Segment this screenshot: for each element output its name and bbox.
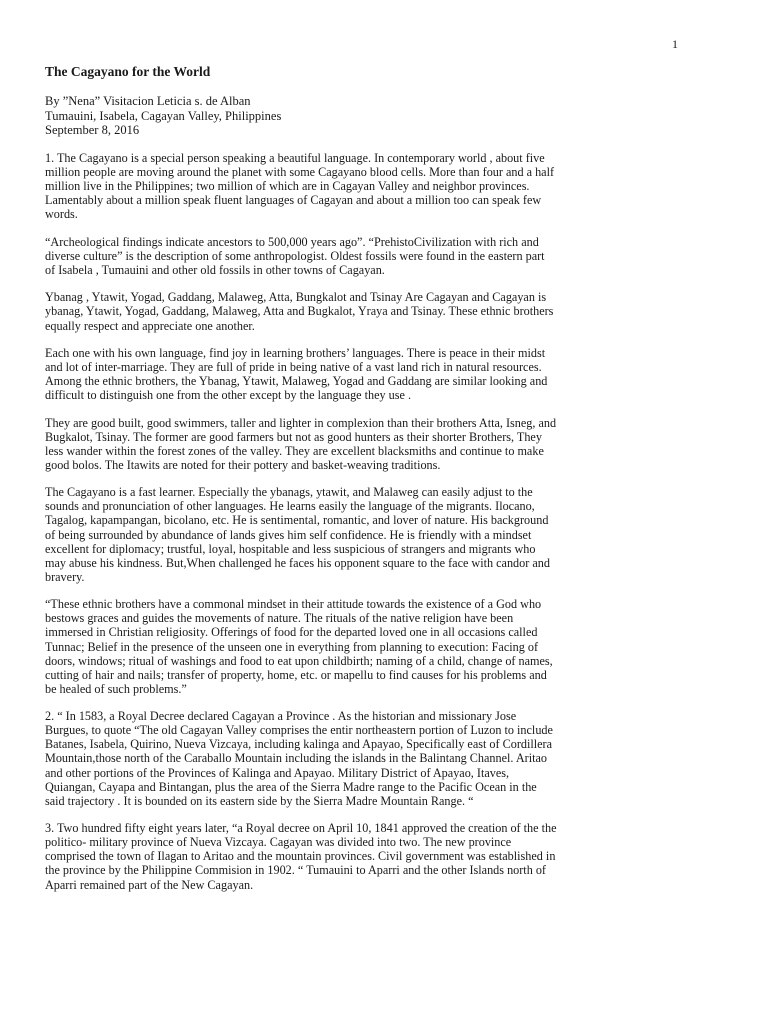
paragraph-line: “Archeological findings indicate ancestors to 500,000 years ago”. “PrehistoCivilization with rich and: [45, 234, 539, 249]
paragraph-line: Tagalog, kapampangan, bicolano, etc. He is sentimental, romantic, and lover of nature. His background: [45, 513, 549, 528]
paragraph-line: difficult to distinguish one from the other except by the language they use .: [45, 388, 411, 403]
paragraph-line: of being surrounded by abundance of lands gives him self confidence. He is friendly with a mindset: [45, 527, 532, 542]
paragraph-line: They are good built, good swimmers, taller and lighter in complexion than their brothers Atta, Isneg, and: [45, 415, 557, 430]
paragraph-line: Burgues, to quote “The old Cagayan Valley comprises the entir northeastern portion of Luzon to include: [45, 723, 553, 738]
location-line: Tumauini, Isabela, Cagayan Valley, Philippines: [45, 108, 282, 123]
paragraph-line: be healed of such problems.”: [45, 681, 187, 696]
paragraph-line: of Isabela , Tumauini and other old fossils in other towns of Cagayan.: [45, 262, 385, 277]
paragraph: [45, 821, 685, 891]
byline: [45, 94, 281, 138]
paragraph-line: comprised the town of Ilagan to Aritao and the mountain provinces. Civil government was established in: [45, 849, 556, 864]
paragraph-line: said trajectory . It is bounded on its eastern side by the Sierra Madre Mountain Range. “: [45, 793, 474, 808]
paragraph-line: million live in the Philippines; two million of which are in Cagayan Valley and neighbor provinces.: [45, 179, 530, 194]
paragraph-line: immersed in Christian religiosity. Offerings of food for the departed loved one in all occasions called: [45, 625, 538, 640]
paragraph: [45, 416, 685, 472]
paragraph-line: politico- military province of Nueva Vizcaya. Cagayan was divided into two. The new province: [45, 835, 512, 850]
paragraph-line: doors, windows; ritual of washings and food to eat upon childbirth; naming of a child, change of names,: [45, 653, 553, 668]
paragraph-line: Among the ethnic brothers, the Ybanag, Ytawit, Malaweg, Yogad and Gaddang are similar looking and: [45, 374, 548, 389]
paragraph-line: diverse culture” is the description of some anthropologist. Oldest fossils were found in the eastern part: [45, 248, 545, 263]
paragraph-line: Bugkalot, Tsinay. The former are good farmers but not as good hunters as their shorter Brothers, They: [45, 429, 542, 444]
paragraph: [45, 346, 685, 402]
paragraph: [45, 597, 685, 696]
paragraph-line: 3. Two hundred fifty eight years later, “a Royal decree on April 10, 1841 approved the creation of the the: [45, 821, 557, 836]
paragraph: [45, 485, 685, 584]
paragraph-line: Mountain,those north of the Caraballo Mountain including the islands in the Balintang Channel. Aritao: [45, 751, 547, 766]
paragraph-line: Aparri remained part of the New Cagayan.: [45, 877, 254, 892]
paragraph-line: and lot of inter-marriage. They are full of pride in being native of a vast land rich in natural resources.: [45, 360, 542, 375]
paragraph: [45, 709, 685, 808]
paragraph-line: ybanag, Ytawit, Yogad, Gaddang, Malaweg, Atta and Bugkalot, Yraya and Tsinay. These ethnic brothers: [45, 304, 554, 319]
date-line: September 8, 2016: [45, 123, 140, 138]
paragraph: [45, 235, 685, 277]
paragraph-line: may abuse his kindness. But,When challenged he faces his opponent square to the face with candor and: [45, 555, 550, 570]
paragraph-line: Each one with his own language, find joy in learning brothers’ languages. There is peace in their midst: [45, 345, 546, 360]
paragraph-line: words.: [45, 207, 78, 222]
document-title: The Cagayano for the World: [45, 64, 211, 79]
paragraph-line: The Cagayano is a fast learner. Especially the ybanags, ytawit, and Malaweg can easily adjust to the: [45, 485, 533, 500]
paragraph-line: sounds and pronunciation of other languages. He learns easily the language of the migrants. Ilocano,: [45, 499, 535, 514]
paragraph-line: bravery.: [45, 569, 85, 584]
paragraph-line: “These ethnic brothers have a commonal mindset in their attitude towards the existence of a God who: [45, 597, 542, 612]
page-number: 1: [672, 37, 678, 51]
paragraph-line: Lamentably about a million speak fluent languages of Cagayan and about a million too can speak few: [45, 193, 542, 208]
paragraph-line: less wander within the forest zones of the valley. They are excellent blacksmiths and continue to make: [45, 443, 544, 458]
paragraph-line: 1. The Cagayano is a special person speaking a beautiful language. In contemporary world , about five: [45, 151, 545, 165]
paragraph-line: 2. “ In 1583, a Royal Decree declared Cagayan a Province . As the historian and missionary Jose: [45, 709, 517, 724]
paragraph-line: and other portions of the Provinces of Kalinga and Apayao. Military District of Apayao, Itaves,: [45, 765, 510, 780]
paragraph-line: Ybanag , Ytawit, Yogad, Gaddang, Malaweg, Atta, Bungkalot and Tsinay Are Cagayan and Cagayan is: [45, 290, 547, 305]
paragraph-line: excellent for diplomacy; trustful, loyal, hospitable and less suspicious of strangers and migrants who: [45, 541, 536, 556]
paragraph-line: equally respect and appreciate one another.: [45, 318, 255, 333]
paragraph: [45, 151, 685, 221]
paragraph-line: Batanes, Isabela, Quirino, Nueva Vizcaya, including kalinga and Apayao, Specifically east of Cordillera: [45, 737, 553, 752]
paragraph: [45, 290, 685, 332]
paragraph-line: cutting of hair and nails; transfer of property, home, etc. or mapellu to find causes for his problems and: [45, 667, 547, 682]
paragraph-line: million people are moving around the planet with some Cagayano blood cells. More than four and a half: [45, 165, 555, 180]
paragraph-line: bestows graces and guides the movements of nature. The rituals of the native religion have been: [45, 611, 514, 626]
paragraph-line: good bolos. The Itawits are noted for their pottery and basket-weaving traditions.: [45, 457, 441, 472]
document-body: [45, 151, 685, 905]
paragraph-line: Quiangan, Cayapa and Bintangan, plus the area of the Sierra Madre range to the Pacific Ocean in the: [45, 779, 537, 794]
paragraph-line: Tunnac; Belief in the presence of the unseen one in everything from planning to execution: Facing of: [45, 639, 539, 654]
paragraph-line: the province by the Philippine Commision in 1902. “ Tumauini to Aparri and the other Islands north of: [45, 863, 546, 878]
author-line: By ”Nena” Visitacion Leticia s. de Alban: [45, 94, 251, 108]
